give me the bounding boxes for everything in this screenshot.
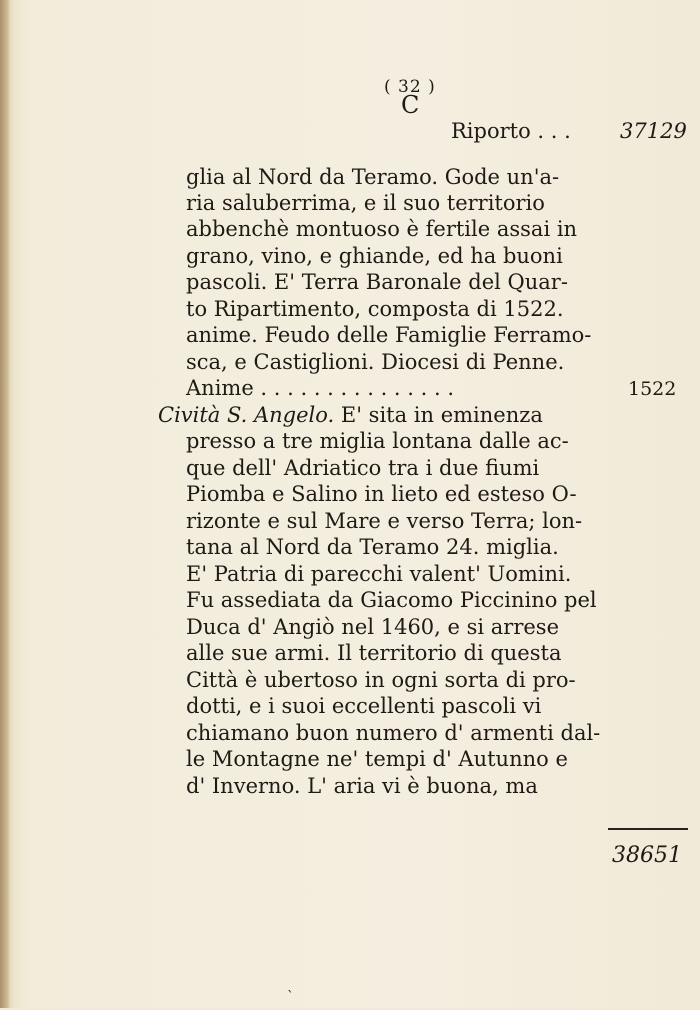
text-line: Anime . . . . . . . . . . . . . . .: [186, 376, 455, 400]
text-line: dotti, e i suoi eccellenti pascoli vi: [186, 694, 542, 718]
bottom-mark: `: [287, 989, 294, 1005]
page-total: 38651: [612, 843, 682, 868]
text-line: sca, e Castiglioni. Diocesi di Penne.: [186, 350, 565, 374]
margin-total-anime: 1522: [628, 378, 677, 400]
text-line: abbenchè montuoso è fertile assai in: [186, 217, 578, 241]
text-line: anime. Feudo delle Famiglie Ferramo-: [186, 323, 592, 347]
text-line: Città è ubertoso in ogni sorta di pro-: [186, 668, 576, 692]
entry-first-line-rest: E' sita in eminenza: [334, 403, 543, 427]
page-spine-edge: [0, 0, 10, 1008]
entry-heading: Cività S. Angelo.: [158, 403, 335, 427]
text-line: glia al Nord da Teramo. Gode un'a-: [186, 165, 560, 189]
text-line: le Montagne ne' tempi d' Autunno e: [186, 747, 568, 771]
entry-first-line: [158, 402, 543, 428]
text-line: Piomba e Salino in lieto ed esteso O-: [186, 482, 577, 506]
text-line: chiamano buon numero d' armenti dal-: [186, 721, 601, 745]
text-line: Fu assediata da Giacomo Piccinino pel: [186, 588, 597, 612]
text-line: tana al Nord da Teramo 24. miglia.: [186, 535, 559, 559]
text-line: ria saluberrima, e il suo territorio: [186, 191, 545, 215]
sum-rule: [608, 828, 688, 830]
text-line: alle sue armi. Il territorio di questa: [186, 641, 562, 665]
text-line: presso a tre miglia lontana dalle ac-: [186, 429, 569, 453]
signature-mark: C: [401, 91, 420, 119]
page-number: ( 32 ): [384, 77, 436, 97]
riporto-value: 37129: [620, 119, 687, 143]
text-line: que dell' Adriatico tra i due fiumi: [186, 456, 540, 480]
text-line: E' Patria di parecchi valent' Uomini.: [186, 562, 572, 586]
text-line: pascoli. E' Terra Baronale del Quar-: [186, 270, 568, 294]
text-line: Duca d' Angiò nel 1460, e si arrese: [186, 615, 560, 639]
riporto-label: Riporto . . .: [451, 119, 571, 143]
text-line: d' Inverno. L' aria vi è buona, ma: [186, 774, 538, 798]
text-line: to Ripartimento, composta di 1522.: [186, 297, 564, 321]
text-line: grano, vino, e ghiande, ed ha buoni: [186, 244, 563, 268]
text-line: rizonte e sul Mare e verso Terra; lon-: [186, 509, 583, 533]
